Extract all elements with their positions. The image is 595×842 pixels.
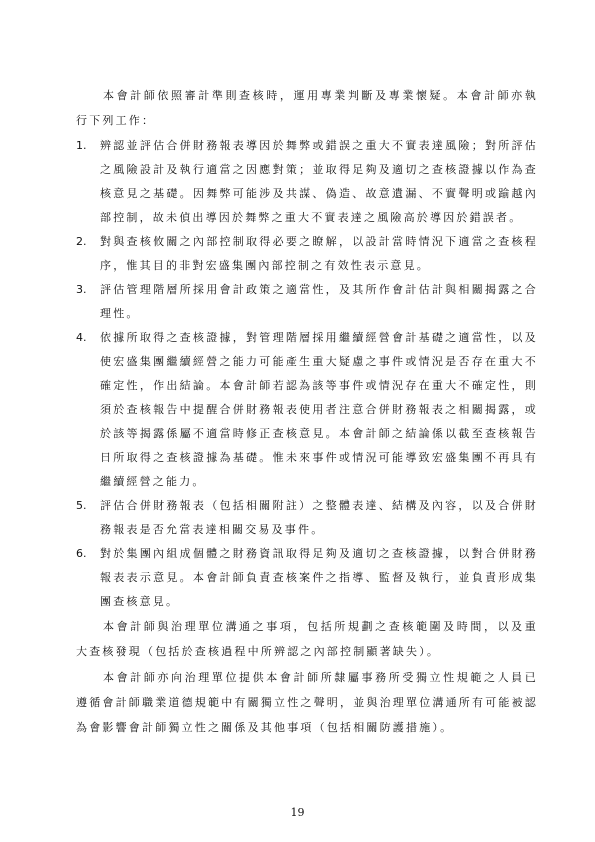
- procedure-text: 依據所取得之查核證據，對管理階層採用繼續經營會計基礎之適當性，以及使宏盛集團繼續經營之能力可能產生重大疑慮之事件或情況是否存在重大不確定性，作出結論。本會計師若認為該等事件或情況存在重大不確定性，則須於查核報告中提醒合併財務報表使用者注意合併財務報表之相關揭露，或於該等揭露係屬不適當時修正查核意見。本會計師之結論係以截至查核報告日所取得之查核證據為基礎。惟未來事件或情況可能導致宏盛集團不再具有繼續經營之能力。: [100, 331, 538, 488]
- procedure-text: 對與查核攸關之內部控制取得必要之瞭解，以設計當時情況下適當之查核程序，惟其目的非對宏盛集團內部控制之有效性表示意見。: [100, 235, 538, 272]
- audit-responsibility-section: [76, 83, 538, 740]
- communication-paragraph: 本會計師與治理單位溝通之事項，包括所規劃之查核範圍及時間，以及重大查核發現（包括於查核過程中所辨認之內部控制顯著缺失）。: [76, 620, 538, 658]
- procedure-number: 2.: [76, 235, 87, 248]
- procedure-item-6: [76, 542, 538, 614]
- procedure-number: 5.: [76, 499, 87, 512]
- procedure-item-5: [76, 494, 538, 542]
- procedure-item-3: [76, 278, 538, 326]
- procedure-text: 辨認並評估合併財務報表導因於舞弊或錯誤之重大不實表達風險；對所評估之風險設計及執行適當之因應對策；並取得足夠及適切之查核證據以作為查核意見之基礎。因舞弊可能涉及共謀、偽造、故意遺漏、不實聲明或踰越內部控制，故未偵出導因於舞弊之重大不實表達之風險高於導因於錯誤者。: [100, 139, 538, 224]
- procedure-text: 對於集團內組成個體之財務資訊取得足夠及適切之查核證據，以對合併財務報表表示意見。本會計師負責查核案件之指導、監督及執行，並負責形成集團查核意見。: [100, 547, 538, 608]
- page-number: 19: [290, 806, 305, 819]
- procedure-text: 評估合併財務報表（包括相關附註）之整體表達、結構及內容，以及合併財務報表是否允當表達相關交易及事件。: [100, 499, 538, 536]
- procedure-number: 1.: [76, 139, 87, 152]
- procedures-list: [76, 134, 538, 614]
- procedure-number: 4.: [76, 331, 87, 344]
- procedure-number: 6.: [76, 547, 87, 560]
- intro-paragraph: 本會計師依照審計準則查核時，運用專業判斷及專業懷疑。本會計師亦執行下列工作：: [76, 89, 538, 127]
- procedure-item-1: [76, 134, 538, 230]
- procedure-text: 評估管理階層所採用會計政策之適當性，及其所作會計估計與相關揭露之合理性。: [100, 283, 538, 320]
- procedure-item-2: [76, 230, 538, 278]
- procedure-item-4: [76, 326, 538, 494]
- procedure-number: 3.: [76, 283, 87, 296]
- independence-paragraph: 本會計師亦向治理單位提供本會計師所隸屬事務所受獨立性規範之人員已遵循會計師職業道德規範中有關獨立性之聲明，並與治理單位溝通所有可能被認為會影響會計師獨立性之關係及其他事項（包括相關防護措施）。: [76, 671, 538, 734]
